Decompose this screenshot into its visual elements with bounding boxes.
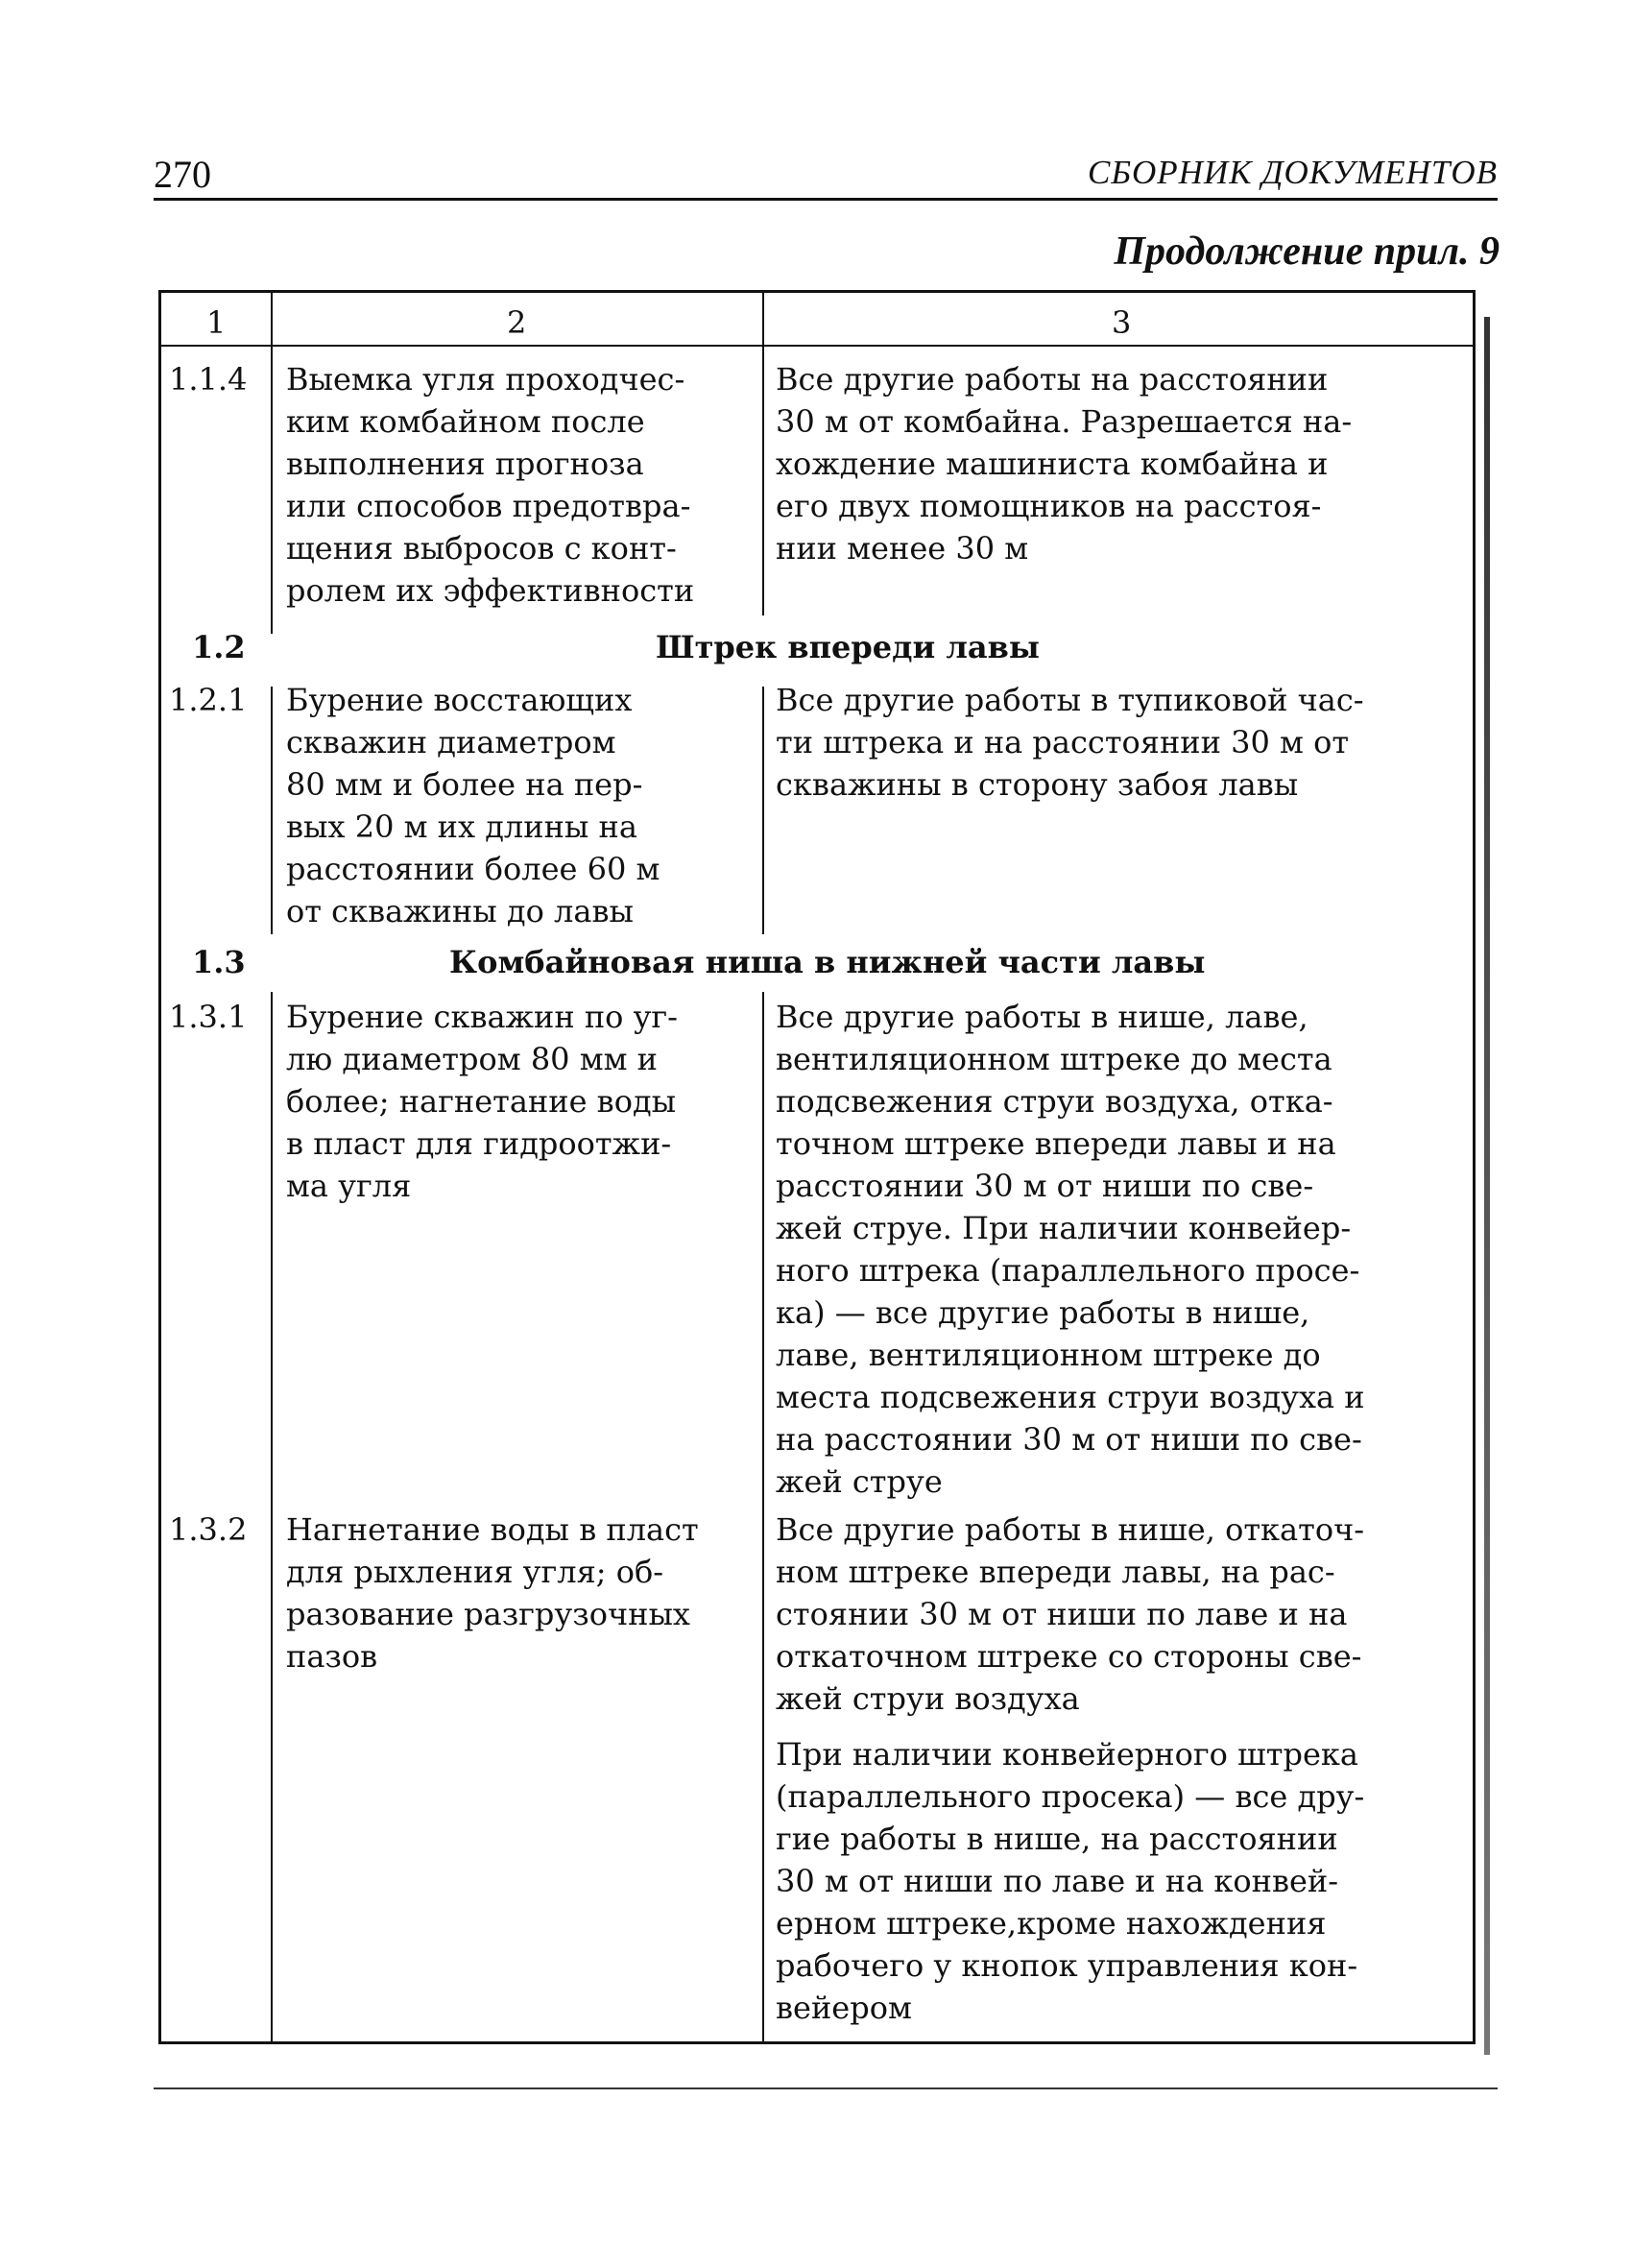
restriction-cell: Все другие работы в нише, лаве, вентиляционном штреке до места подсвежения струи воздуха, отка- точном штреке впереди лавы и на расстоянии 30 м от ниши по све- жей струе. При наличии конвейер- ного штрека (параллельного просе- ка) — все другие работы в нише, лаве, вентиляционном штреке до места подсвежения струи воздуха и на расстоянии 30 м от ниши по све- жей струе	[776, 999, 1365, 1500]
column-divider-2	[762, 687, 764, 934]
column-divider-2	[762, 992, 764, 2041]
row-number: 1.1.4	[169, 361, 248, 398]
work-type-cell: Бурение восстающих скважин диаметром 80 мм и более на пер- вых 20 м их длины на расстоянии более 60 м от скважины до лавы	[286, 682, 660, 929]
footer-rule	[154, 2087, 1498, 2089]
work-type-cell: Выемка угля проходчес- ким комбайном после выполнения прогноза или способов предотвра- щения выбросов с конт- ролем их эффективности	[286, 361, 695, 609]
column-header-1: 1	[206, 304, 227, 341]
running-title: СБОРНИК ДОКУМЕНТОВ	[1088, 154, 1498, 191]
header-rule	[154, 198, 1498, 201]
section-number: 1.2	[192, 629, 246, 665]
section-title: Штрек впереди лавы	[656, 629, 1040, 665]
work-type-cell: Нагнетание воды в пласт для рыхления угля; об- разование разгрузочных пазов	[286, 1511, 699, 1675]
column-divider-1	[271, 687, 273, 934]
binding-edge	[1484, 317, 1490, 2055]
continuation-label: Продолжение прил. 9	[1114, 229, 1500, 274]
column-divider-2	[762, 293, 764, 615]
restriction-cell: При наличии конвейерного штрека (параллельного просека) — все дру- гие работы в нише, на расстоянии 30 м от ниши по лаве и на конвей- ерном штреке,кроме нахождения рабочего у кнопок управления кон- вейером	[776, 1736, 1365, 2026]
restriction-cell: Все другие работы в нише, откаточ- ном штреке впереди лавы, на рас- стоянии 30 м от ниши по лаве и на откаточном штреке со стороны све- жей струи воздуха	[776, 1511, 1365, 1717]
restriction-cell: Все другие работы в тупиковой час- ти штрека и на расстоянии 30 м от скважины в сторону забоя лавы	[776, 682, 1364, 803]
restriction-cell: Все другие работы на расстоянии 30 м от комбайна. Разрешается на- хождение машиниста комбайна и его двух помощников на расстоя- нии менее 30 м	[776, 361, 1353, 567]
page-header	[154, 152, 1498, 200]
section-title: Комбайновая ниша в нижней части лавы	[449, 944, 1206, 980]
work-type-cell: Бурение скважин по уг- лю диаметром 80 мм и более; нагнетание воды в пласт для гидроотжи- ма угля	[286, 999, 678, 1204]
row-number: 1.2.1	[169, 682, 248, 718]
row-number: 1.3.2	[169, 1511, 248, 1548]
header-row-rule	[161, 345, 1473, 347]
page-number: 270	[154, 153, 211, 196]
column-header-3: 3	[1112, 304, 1132, 341]
row-number: 1.3.1	[169, 999, 248, 1035]
column-header-2: 2	[507, 304, 527, 341]
column-divider-1	[271, 992, 273, 2041]
document-table	[158, 290, 1476, 2044]
section-number: 1.3	[192, 944, 246, 980]
